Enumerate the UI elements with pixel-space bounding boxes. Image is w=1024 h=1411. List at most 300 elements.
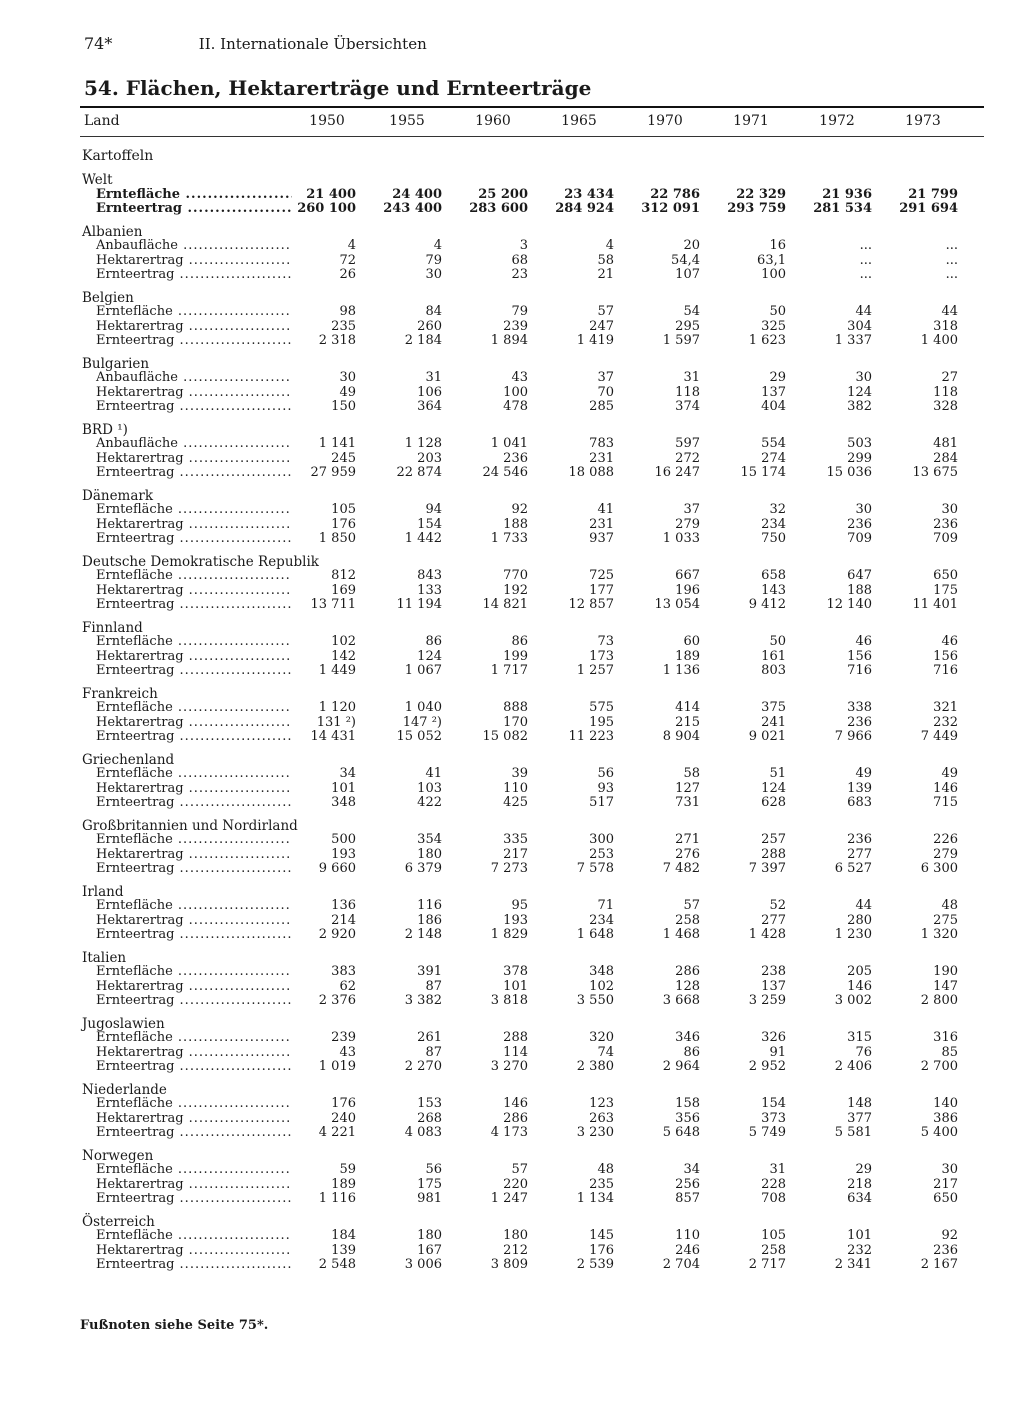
table-cell: 58 [597,252,614,268]
table-cell: 554 [761,436,786,451]
table-cell: 123 [589,1096,614,1111]
table-cell: 658 [761,568,786,583]
table-cell: 708 [761,1191,786,1206]
table-row [80,386,984,401]
table-cell: 346 [675,1030,700,1045]
table-cell: 279 [933,846,958,862]
table-cell: 260 100 [297,201,356,216]
table-cell: 46 [855,634,872,649]
table-cell: 145 [589,1228,614,1243]
table-cell: 386 [933,1110,958,1126]
table-cell: 258 [675,912,700,928]
table-row [80,598,984,613]
table-cell: 597 [675,436,700,451]
table-cell: 12 857 [568,597,614,612]
table-cell: 226 [933,832,958,847]
table-cell: 286 [503,1110,528,1126]
country-group [80,1083,984,1141]
table-cell: 575 [589,700,614,715]
row-label: Ernteertrag ..... [80,202,292,217]
table-cell: 118 [675,384,700,400]
table-cell: 86 [683,1044,700,1060]
country-group [80,753,984,811]
table-cell: 30 [425,267,442,282]
column-header-year: 1973 [905,113,941,129]
table-cell: 48 [941,898,958,913]
table-cell: 235 [331,318,356,334]
table-cell: 258 [761,1242,786,1258]
table-cell: 23 [511,267,528,282]
table-cell: 142 [331,648,356,664]
table-cell: 14 431 [310,729,356,744]
table-cell: 98 [339,304,356,319]
table-cell: 231 [589,516,614,532]
country-group [80,951,984,1009]
table-row [80,1244,984,1259]
row-label: Erntefläche ..... [80,1229,292,1244]
row-label: Hektarertrag ..... [80,650,292,665]
table-cell: 236 [933,1242,958,1258]
table-cell: 167 [417,1242,442,1258]
table-cell: 1 041 [490,436,528,451]
table-cell: 31 [683,370,700,385]
table-cell: 27 959 [310,465,356,480]
table-cell: 131 ²) [316,714,356,730]
country-name: Dänemark [82,487,154,504]
table-cell: 118 [933,384,958,400]
table-row [80,371,984,386]
table-cell: 169 [331,582,356,598]
table-cell: 214 [331,912,356,928]
table-cell: 981 [417,1191,442,1206]
table-cell: 286 [675,964,700,979]
table-cell: 236 [503,450,528,466]
table-cell: 247 [589,318,614,334]
table-cell: ... [859,252,872,268]
table-cell: 425 [503,795,528,810]
row-label: Hektarertrag ..... [80,914,292,929]
table-cell: 2 184 [404,333,442,348]
table-cell: 70 [597,384,614,400]
table-cell: 116 [417,898,442,913]
table-row [80,452,984,467]
row-label: Ernteertrag ..... [80,862,292,877]
table-cell: 30 [941,1162,958,1177]
table-cell: 231 [589,450,614,466]
country-name: Deutsche Demokratische Republik [82,553,319,570]
table-cell: 170 [503,714,528,730]
row-label: Erntefläche ..... [80,305,292,320]
table-cell: 205 [847,964,872,979]
table-cell: 650 [933,568,958,583]
table-cell: ... [859,267,872,282]
row-label: Ernteertrag ..... [80,466,292,481]
table-cell: 478 [503,399,528,414]
table-cell: 48 [597,1162,614,1177]
table-cell: 148 [847,1096,872,1111]
table-cell: 2 920 [318,927,356,942]
table-row [80,796,984,811]
table-cell: 239 [331,1030,356,1045]
row-label: Ernteertrag ..... [80,994,292,1009]
table-cell: 114 [503,1044,528,1060]
table-cell: 391 [417,964,442,979]
row-label: Erntefläche ..... [80,965,292,980]
table-cell: 146 [933,780,958,796]
table-cell: 24 400 [392,186,442,202]
row-label: Ernteertrag ..... [80,1192,292,1207]
table-cell: 52 [769,898,786,913]
table-cell: 9 660 [318,861,356,876]
table-row [80,1097,984,1112]
table-cell: 72 [339,252,356,268]
table-cell: 517 [589,795,614,810]
table-cell: 383 [331,964,356,979]
table-cell: 58 [683,766,700,781]
table-cell: 49 [941,766,958,781]
table-cell: 1 019 [318,1059,356,1074]
table-cell: 153 [417,1096,442,1111]
table-cell: 5 749 [748,1125,786,1140]
table-cell: 315 [847,1030,872,1045]
table-cell: 50 [769,634,786,649]
column-header-year: 1955 [389,113,425,129]
table-cell: 2 539 [576,1257,614,1272]
table-cell: 44 [941,304,958,319]
table-cell: 375 [761,700,786,715]
table-row [80,1060,984,1075]
table-cell: 325 [761,318,786,334]
table-row [80,664,984,679]
table-cell: 257 [761,832,786,847]
table-cell: 20 [683,238,700,253]
table-cell: 6 527 [834,861,872,876]
table-cell: 9 021 [748,729,786,744]
country-name: Frankreich [82,685,158,702]
table-cell: 3 002 [834,993,872,1008]
table-cell: 1 597 [662,333,700,348]
table-cell: 150 [331,399,356,414]
table-cell: 246 [675,1242,700,1258]
table-cell: 348 [589,964,614,979]
table-row [80,899,984,914]
table-cell: 74 [597,1044,614,1060]
table-row [80,188,984,203]
table-cell: 803 [761,663,786,678]
row-label: Ernteertrag ..... [80,928,292,943]
country-name: Norwegen [82,1147,154,1164]
table-cell: 13 711 [310,597,356,612]
table-cell: 203 [417,450,442,466]
table-row [80,254,984,269]
page-header [84,34,427,53]
table-cell: 101 [331,780,356,796]
table-cell: 1 850 [318,531,356,546]
table-cell: 49 [855,766,872,781]
table-cell: 188 [847,582,872,598]
table-cell: 30 [339,370,356,385]
table-cell: 281 534 [813,201,872,216]
table-row [80,569,984,584]
table-cell: 124 [417,648,442,664]
table-cell: 212 [503,1242,528,1258]
table-cell: 1 419 [576,333,614,348]
table-cell: 316 [933,1030,958,1045]
table-cell: 7 397 [748,861,786,876]
table-cell: 199 [503,648,528,664]
table-cell: 348 [331,795,356,810]
table-row [80,437,984,452]
table-cell: 374 [675,399,700,414]
table-cell: 154 [417,516,442,532]
table-cell: 73 [597,634,614,649]
table-cell: 2 380 [576,1059,614,1074]
country-name: Irland [82,883,124,900]
table-row [80,1178,984,1193]
row-label: Erntefläche ..... [80,503,292,518]
table-cell: 232 [933,714,958,730]
table-cell: 92 [941,1228,958,1243]
country-name: Welt [82,172,113,188]
table-cell: 7 482 [662,861,700,876]
table-cell: 102 [589,978,614,994]
table-cell: 147 ²) [402,714,442,730]
table-cell: 4 221 [318,1125,356,1140]
table-cell: 86 [425,634,442,649]
country-group [80,423,984,481]
row-label: Erntefläche ..... [80,1031,292,1046]
table-cell: 31 [425,370,442,385]
table-cell: 1 040 [404,700,442,715]
table-cell: 143 [761,582,786,598]
table-cell: 2 167 [920,1257,958,1272]
table-title: 54. Flächen, Hektarerträge und Ernteerträge [84,76,592,100]
table-cell: 5 648 [662,1125,700,1140]
table-cell: 279 [675,516,700,532]
country-name: Finnland [82,619,143,636]
table-cell: 15 036 [826,465,872,480]
table-cell: 2 700 [920,1059,958,1074]
table-cell: 62 [339,978,356,994]
table-cell: 234 [589,912,614,928]
table-cell: 1 623 [748,333,786,348]
table-cell: 236 [847,516,872,532]
table-cell: 1 648 [576,927,614,942]
table-cell: 9 412 [748,597,786,612]
table-cell: 11 194 [396,597,442,612]
table-cell: 283 600 [469,201,528,216]
table-row [80,320,984,335]
table-cell: 1 247 [490,1191,528,1206]
table-cell: 56 [425,1162,442,1177]
table-cell: 232 [847,1242,872,1258]
table-cell: 241 [761,714,786,730]
country-name: Albanien [82,223,143,240]
table-cell: 140 [933,1096,958,1111]
table-row [80,532,984,547]
table-cell: 21 400 [306,186,356,202]
row-label: Ernteertrag ..... [80,400,292,415]
table-cell: 284 [933,450,958,466]
row-label: Ernteertrag ..... [80,730,292,745]
row-label: Hektarertrag ..... [80,848,292,863]
row-label: Ernteertrag ..... [80,796,292,811]
table-cell: 235 [589,1176,614,1192]
table-cell: 34 [339,766,356,781]
table-cell: 5 400 [920,1125,958,1140]
table-cell: 3 230 [576,1125,614,1140]
table-cell: 127 [675,780,700,796]
table-row [80,862,984,877]
table-cell: 291 694 [899,201,958,216]
table-cell: 180 [417,846,442,862]
table-cell: 103 [417,780,442,796]
table-cell: 29 [855,1162,872,1177]
table-cell: 256 [675,1176,700,1192]
table-cell: 295 [675,318,700,334]
table-cell: 338 [847,700,872,715]
table-cell: 218 [847,1176,872,1192]
table-cell: 239 [503,318,528,334]
table-cell: 95 [511,898,528,913]
table-cell: 288 [503,1030,528,1045]
row-label: Ernteertrag ..... [80,1060,292,1075]
table-row [80,1192,984,1207]
table-cell: 133 [417,582,442,598]
table-row [80,1229,984,1244]
country-group [80,819,984,877]
table-cell: 27 [941,370,958,385]
table-cell: 1 033 [662,531,700,546]
table-cell: 4 [433,238,442,253]
table-cell: 364 [417,399,442,414]
table-row [80,928,984,943]
table-cell: 79 [511,304,528,319]
table-cell: 139 [331,1242,356,1258]
table-cell: 100 [503,384,528,400]
row-label: Erntefläche ..... [80,569,292,584]
row-label: Hektarertrag ..... [80,1244,292,1259]
table-cell: 857 [675,1191,700,1206]
table-row [80,400,984,415]
table-row [80,730,984,745]
table-cell: ... [859,238,872,253]
country-name: BRD ¹) [82,421,128,438]
table-cell: 51 [769,766,786,781]
table-cell: 22 329 [736,186,786,202]
table-cell: 192 [503,582,528,598]
table-cell: 190 [933,964,958,979]
table-cell: 128 [675,978,700,994]
table-cell: 76 [855,1044,872,1060]
table-cell: 236 [847,832,872,847]
country-group [80,1017,984,1075]
table-cell: 71 [597,898,614,913]
table-cell: 176 [331,1096,356,1111]
table-cell: 12 140 [826,597,872,612]
table-cell: 87 [425,1044,442,1060]
table-cell: 1 128 [404,436,442,451]
row-label: Hektarertrag ..... [80,518,292,533]
footnote: Fußnoten siehe Seite 75*. [80,1318,269,1333]
country-name: Österreich [82,1213,155,1230]
table-cell: 16 247 [654,465,700,480]
table-cell: 4 [605,238,614,253]
table-cell: 481 [933,436,958,451]
row-label: Hektarertrag ..... [80,980,292,995]
row-label: Hektarertrag ..... [80,716,292,731]
table-cell: 21 [597,267,614,282]
table-cell: 3 270 [490,1059,528,1074]
table-cell: 13 675 [912,465,958,480]
table-cell: 139 [847,780,872,796]
table-cell: 3 382 [404,993,442,1008]
row-label: Anbaufläche ..... [80,437,292,452]
country-name: Jugoslawien [82,1015,165,1032]
header-rule [80,136,984,137]
table-row [80,914,984,929]
row-label: Erntefläche ..... [80,1097,292,1112]
table-cell: 34 [683,1162,700,1177]
table-cell: 79 [425,252,442,268]
table-cell: 6 300 [920,861,958,876]
table-cell: 1 829 [490,927,528,942]
table-cell: 650 [933,1191,958,1206]
country-groups [80,173,984,1273]
table-cell: 22 786 [650,186,700,202]
table-cell: 46 [941,634,958,649]
table-cell: 5 581 [834,1125,872,1140]
table-cell: 2 717 [748,1257,786,1272]
table-row [80,334,984,349]
table-cell: 101 [503,978,528,994]
row-label: Erntefläche ..... [80,188,292,203]
table-cell: 18 088 [568,465,614,480]
row-label: Ernteertrag ..... [80,268,292,283]
column-header-year: 1950 [309,113,345,129]
table-cell: 101 [847,1228,872,1243]
table-cell: 14 821 [482,597,528,612]
table-cell: 404 [761,399,786,414]
table-cell: 49 [339,384,356,400]
country-name: Griechenland [82,751,175,768]
table-cell: 3 [519,238,528,253]
table-cell: 8 904 [662,729,700,744]
row-label: Hektarertrag ..... [80,452,292,467]
table-cell: 1 257 [576,663,614,678]
column-header-year: 1971 [733,113,769,129]
table-cell: 716 [847,663,872,678]
table-cell: 288 [761,846,786,862]
table-cell: 1 120 [318,700,356,715]
table-cell: 102 [331,634,356,649]
table-cell: 2 952 [748,1059,786,1074]
table-cell: 41 [597,502,614,517]
table-cell: 4 [347,238,356,253]
table-cell: 176 [331,516,356,532]
table-cell: ... [945,238,958,253]
country-group [80,1215,984,1273]
table-cell: 146 [503,1096,528,1111]
table-cell: 105 [761,1228,786,1243]
table-cell: 318 [933,318,958,334]
table-cell: 1 320 [920,927,958,942]
table-cell: 628 [761,795,786,810]
table-cell: 422 [417,795,442,810]
table-cell: 2 270 [404,1059,442,1074]
table-cell: 812 [331,568,356,583]
table-cell: 2 800 [920,993,958,1008]
